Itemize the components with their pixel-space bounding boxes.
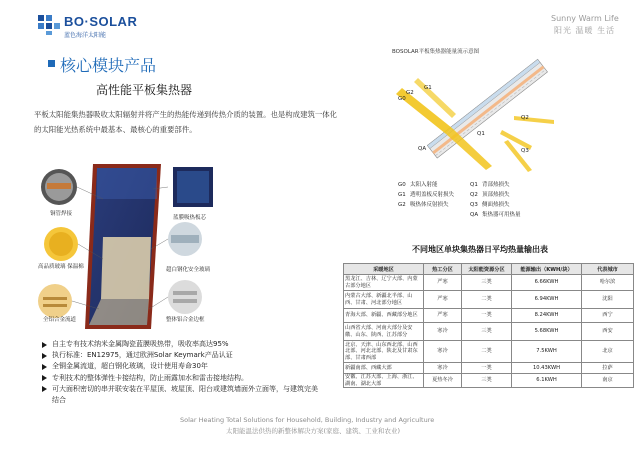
table-cell: 二类 [462, 341, 512, 363]
table-cell: 哈尔滨 [582, 275, 634, 291]
label-q2: Q2 [521, 115, 529, 121]
slogan-english: Sunny Warm Life [551, 14, 619, 23]
label-blue-film: 蓝膜吸热板芯 [173, 215, 207, 221]
table-row [344, 323, 634, 341]
triangle-bullet-icon [42, 353, 47, 359]
table-cell: 寒冷 [424, 363, 462, 374]
product-subtitle: 高性能平板集热器 [96, 83, 193, 97]
label-q1: Q1 [477, 131, 485, 137]
legend-code: Q3 [470, 202, 478, 208]
table-row [344, 341, 634, 363]
table-cell: 严寒 [424, 275, 462, 291]
footer-english: Solar Heating Total Solutions for Household, Building, Industry and Agriculture [180, 416, 435, 424]
bosolar-logo-icon [38, 15, 60, 35]
table-header-cell: 热工分区 [424, 264, 462, 275]
legend-text: 背部热损失 [482, 182, 510, 188]
legend-item [470, 210, 521, 218]
legend-text: 太阳入射能 [410, 182, 438, 188]
legend-code: QA [470, 212, 479, 218]
table-cell: 西安 [582, 323, 634, 341]
table-cell: 三类 [462, 374, 512, 388]
table-header-cell: 代表城市 [582, 264, 634, 275]
table-cell: 内蒙古大部、新疆北半部、山西、甘肃、河北部分地区 [344, 291, 424, 309]
table-row [344, 363, 634, 374]
feature-item [42, 350, 322, 361]
table-cell: 6.1KWH [512, 374, 582, 388]
feature-item [42, 339, 322, 350]
table-cell: 二类 [462, 291, 512, 309]
heat-output-table [343, 263, 634, 388]
table-cell: 三类 [462, 275, 512, 291]
label-qa: QA [418, 146, 427, 152]
legend-text: 侧面热损失 [482, 202, 510, 208]
feature-item [42, 384, 322, 406]
legend-code: Q1 [470, 182, 478, 188]
label-aluminum-frame: 整体铝合金边框 [166, 317, 205, 323]
collector-photo [33, 159, 257, 337]
table-cell: 6.66KWH [512, 275, 582, 291]
table-cell: 10.43KWH [512, 363, 582, 374]
table-cell: 夏热冬冷 [424, 374, 462, 388]
legend-text: 吸热体反射损失 [410, 202, 449, 208]
table-cell: 黑龙江、吉林、辽宁大部、内蒙古部分地区 [344, 275, 424, 291]
legend-item [398, 200, 449, 208]
table-cell: 7.5KWH [512, 341, 582, 363]
label-q3: Q3 [521, 148, 529, 154]
legend-code: G1 [398, 192, 406, 198]
label-tempered-glass: 超白钢化安全玻璃 [166, 267, 211, 273]
table-cell: 山西省大部、河南大部分及安徽、山东、陕西、江苏部分 [344, 323, 424, 341]
label-copper-tube: 铜管焊接 [50, 211, 73, 217]
legend-text: 集热器可用热量 [482, 212, 521, 218]
triangle-bullet-icon [42, 386, 47, 392]
triangle-bullet-icon [42, 342, 47, 348]
legend-item [470, 190, 510, 198]
table-cell: 一类 [462, 363, 512, 374]
table-row [344, 309, 634, 323]
table-title: 不同地区单块集热器日平均热量输出表 [412, 245, 548, 254]
table-cell: 北京、天津、山东西北部、山西北部、河北北部、陕北及甘肃东部、甘肃西部 [344, 341, 424, 363]
section-title: 核心模块产品 [60, 56, 157, 75]
table-cell: 三类 [462, 323, 512, 341]
table-cell: 6.94KWH [512, 291, 582, 309]
feature-text: 可大面积密切的串并联安装在平屋顶、坡屋顶、阳台或建筑墙面外立面等，与建筑完美结合 [52, 384, 318, 405]
energy-flow-diagram [382, 58, 562, 176]
feature-text: 执行标准：EN12975，通过欧洲Solar Keymark产品认证 [52, 351, 233, 360]
table-cell: 南京 [582, 374, 634, 388]
table-row [344, 374, 634, 388]
triangle-bullet-icon [42, 375, 47, 381]
label-g0: G0 [398, 96, 406, 102]
label-g1: G1 [424, 85, 432, 91]
table-cell: 安徽、江苏大部、上海、浙江、湖南、湖北大部 [344, 374, 424, 388]
feature-text: 专利技术的整体弹性卡接结构，防止雨露加水和雷击接地结构。 [52, 373, 248, 382]
table-cell: 青海大部、新疆、西藏部分地区 [344, 309, 424, 323]
label-g2: G2 [406, 90, 414, 96]
table-row [344, 275, 634, 291]
table-cell: 严寒 [424, 291, 462, 309]
legend-text: 顶部热损失 [482, 192, 510, 198]
table-cell: 西宁 [582, 309, 634, 323]
label-aluminum-channel: 全铝合金流道 [43, 317, 77, 323]
feature-item [42, 361, 322, 372]
legend-item [398, 190, 454, 198]
intro-paragraph: 平板太阳能集热器吸收太阳辐射并将产生的热能传递到传热介质的装置。也是构成建筑一体化的太阳能光热系统中最基本、最核心的重要部件。 [34, 110, 338, 134]
table-header-cell: 能源输出（KWH/块） [512, 264, 582, 275]
table-cell: 拉萨 [582, 363, 634, 374]
logo-name: BO·SOLAR [64, 14, 138, 29]
legend-item [470, 180, 510, 188]
feature-list [42, 339, 322, 406]
table-cell: 8.24KWH [512, 309, 582, 323]
legend-code: G0 [398, 182, 406, 188]
section-bullet [48, 60, 55, 67]
table-cell: 5.68KWH [512, 323, 582, 341]
diagram-title: BOSOLAR平板集热器能量流示意图 [392, 49, 480, 55]
table-cell: 寒冷 [424, 341, 462, 363]
triangle-bullet-icon [42, 364, 47, 370]
table-cell: 严寒 [424, 309, 462, 323]
feature-text: 自主专有技术纳米金属陶瓷蓝膜吸热带，吸收率高达95% [52, 340, 229, 348]
legend-code: Q2 [470, 192, 478, 198]
table-header-cell: 采暖地区 [344, 264, 424, 275]
footer-chinese: 太阳能温法供热的新整体解决方案(家庭、建筑、工业和农业) [226, 427, 401, 435]
legend-item [470, 200, 510, 208]
table-cell: 北京 [582, 341, 634, 363]
feature-item [42, 373, 322, 384]
label-glass-insulation: 高品质玻璃 保温棉 [38, 264, 84, 270]
legend-text: 透明盖板反射损失 [410, 192, 455, 198]
table-row [344, 291, 634, 309]
feature-text: 全铜金属流道，超白钢化玻璃，设计使用寿命30年 [52, 362, 208, 371]
table-header-cell: 太阳能资源分区 [462, 264, 512, 275]
slogan-chinese: 阳光 温暖 生活 [554, 26, 616, 35]
logo-subtitle: 蓝色海洋太阳能 [64, 32, 107, 39]
table-cell: 寒冷 [424, 323, 462, 341]
table-cell: 沈阳 [582, 291, 634, 309]
table-cell: 一类 [462, 309, 512, 323]
table-cell: 新疆南部、西藏大部 [344, 363, 424, 374]
legend-code: G2 [398, 202, 406, 208]
legend-item [398, 180, 438, 188]
